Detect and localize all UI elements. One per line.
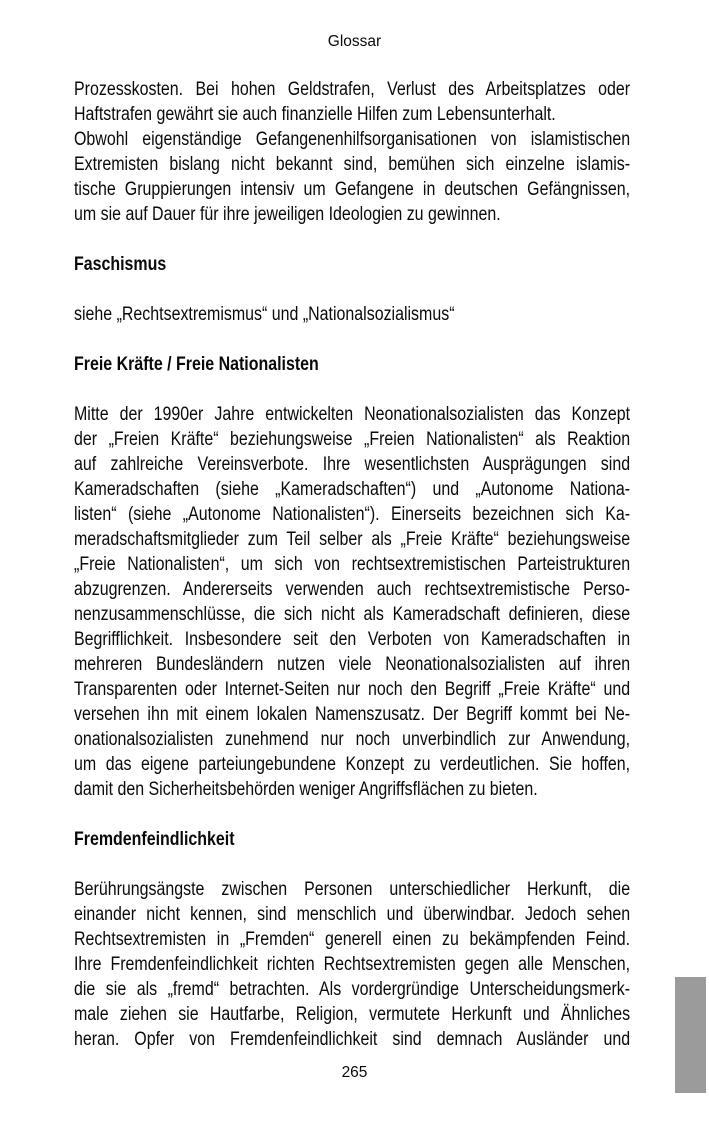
text-line: onationalsozialisten zunehmend nur noch unverbindlich zur Anwendung, [74,729,631,750]
text-line: Extremisten bislang nicht bekannt sind, bemühen sich einzelne islamis- [74,154,631,175]
text-line: Mitte der 1990er Jahre entwickelten Neonationalsozialisten das Konzept [74,404,631,425]
chapter-thumb-tab [675,977,706,1093]
text-line: um sie auf Dauer für ihre jeweiligen Ideologien zu gewinnen. [74,204,501,225]
paragraph [74,127,630,227]
text-line: Begrifflichkeit. Insbesondere seit den Verboten von Kameradschaften in [74,629,631,650]
text-line: tische Gruppierungen intensiv um Gefangene in deutschen Gefängnissen, [74,179,631,200]
text-line: der „Freien Kräfte“ beziehungsweise „Freien Nationalisten“ als Reaktion [74,429,631,450]
text-line: abzugrenzen. Andererseits verwenden auch rechtsextremistische Perso- [74,579,631,600]
text-line: einander nicht kennen, sind menschlich und überwindbar. Jedoch sehen [74,904,631,925]
text-line: Transparenten oder Internet-Seiten nur noch den Begriff „Freie Kräfte“ und [74,679,631,700]
text-line: versehen ihn mit einem lokalen Namenszusatz. Der Begriff kommt bei Ne- [74,704,631,725]
section-heading: Fremdenfeindlichkeit [74,829,235,850]
paragraph [74,402,630,802]
paragraph [74,77,630,127]
text-line: die sie als „fremd“ betrachten. Als vordergründige Unterscheidungsmerk- [74,979,631,1000]
text-line: Ihre Fremdenfeindlichkeit richten Rechtsextremisten gegen alle Menschen, [74,954,631,975]
paragraph [74,877,630,1052]
text-line: um das eigene parteiungebundene Konzept zu verdeutlichen. Sie hoffen, [74,754,631,775]
text-line: meradschaftsmitglieder zum Teil selber als „Freie Kräfte“ beziehungsweise [74,529,631,550]
running-header: Glossar [327,33,382,50]
text-line: heran. Opfer von Fremdenfeindlichkeit sind demnach Ausländer und [74,1029,631,1050]
document-blocks [74,77,630,1052]
text-line: Haftstrafen gewährt sie auch finanzielle Hilfen zum Lebensunterhalt. [74,104,556,125]
page-number: 265 [341,1064,368,1081]
paragraph [74,302,630,327]
text-line: Obwohl eigenständige Gefangenenhilfsorganisationen von islamistischen [74,129,631,150]
text-line: listen“ (siehe „Autonome Nationalisten“). Einerseits bezeichnen sich Ka- [74,504,631,525]
section-heading: Faschismus [74,254,167,275]
text-line: „Freie Nationalisten“, um sich von rechtsextremistischen Parteistrukturen [74,554,631,575]
text-line: damit den Sicherheitsbehörden weniger Angriffsflächen zu bieten. [74,779,538,800]
text-line: male ziehen sie Hautfarbe, Religion, vermutete Herkunft und Ähnliches [74,1004,631,1025]
text-line: nenzusammenschlüsse, die sich nicht als Kameradschaft definieren, diese [74,604,631,625]
text-line: mehreren Bundesländern nutzen viele Neonationalsozialisten auf ihren [74,654,631,675]
text-line: auf zahlreiche Vereinsverbote. Ihre wesentlichsten Ausprägungen sind [74,454,631,475]
section-heading: Freie Kräfte / Freie Nationalisten [74,354,319,375]
text-line: Rechtsextremisten in „Fremden“ generell einen zu bekämpfenden Feind. [74,929,631,950]
page-content [74,77,630,1052]
text-line: Kameradschaften (siehe „Kameradschaften“) und „Autonome Nationa- [74,479,631,500]
text-line: siehe „Rechtsextremismus“ und „Nationalsozialismus“ [74,304,455,325]
text-line: Berührungsängste zwischen Personen unterschiedlicher Herkunft, die [74,879,631,900]
text-line: Prozesskosten. Bei hohen Geldstrafen, Verlust des Arbeitsplatzes oder [74,79,631,100]
